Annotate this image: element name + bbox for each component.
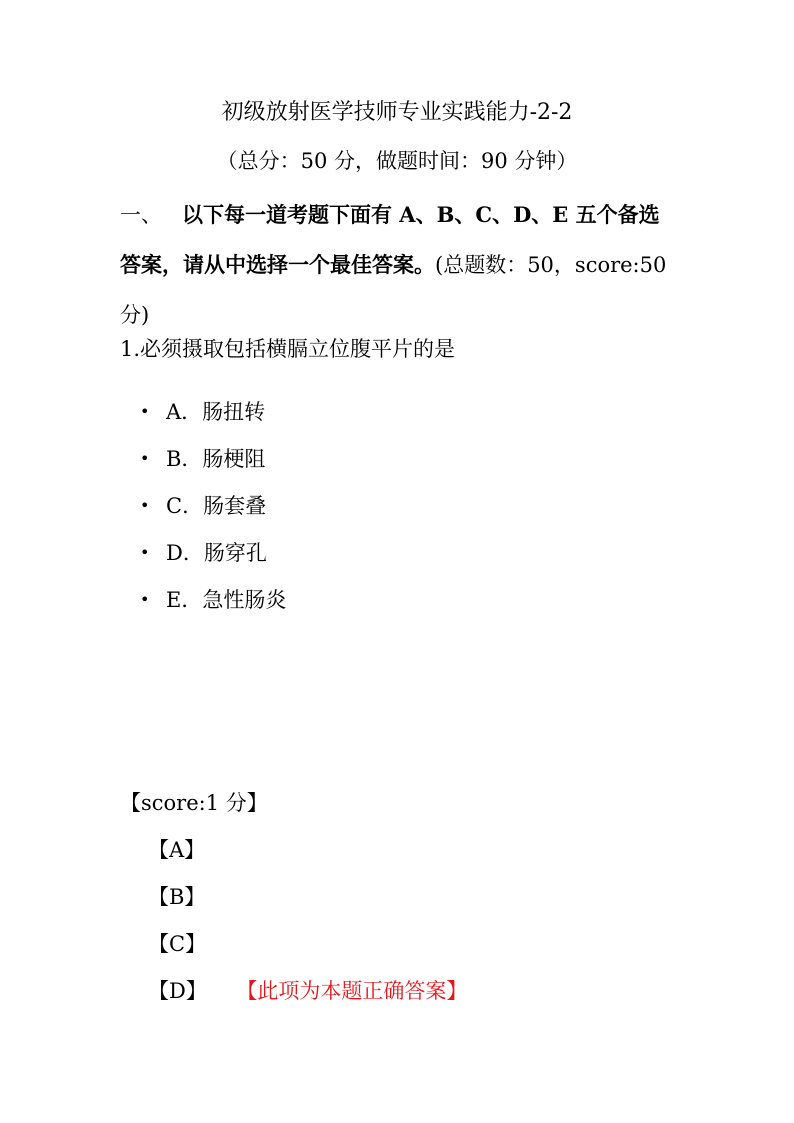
section-meta: (总题数：50，score:50 分) — [120, 253, 667, 327]
bullet-icon: • — [140, 449, 150, 468]
option-label: A．肠扭转 — [166, 400, 266, 424]
question-text: 1.必须摄取包括横膈立位腹平片的是 — [120, 337, 456, 361]
option-c — [140, 486, 286, 533]
bullet-icon: • — [140, 590, 150, 609]
correct-answer-note: 【此项为本题正确答案】 — [246, 979, 468, 1003]
section-number: 一、 — [120, 203, 162, 227]
option-a — [140, 392, 286, 439]
answer-a — [148, 834, 467, 881]
answer-label: 【C】 — [148, 932, 207, 956]
option-b — [140, 439, 286, 486]
bullet-icon: • — [140, 402, 150, 421]
option-label: C．肠套叠 — [166, 494, 267, 518]
section-header — [120, 190, 680, 340]
option-list — [140, 392, 286, 627]
option-label: B．肠梗阻 — [166, 447, 266, 471]
bullet-icon: • — [140, 543, 150, 562]
option-d — [140, 533, 286, 580]
answer-d — [148, 975, 467, 1022]
answer-label: 【D】 — [148, 979, 207, 1003]
answer-c — [148, 928, 467, 975]
document-title: 初级放射医学技师专业实践能力-2-2 — [221, 100, 573, 125]
document-subtitle: （总分：50 分，做题时间：90 分钟） — [216, 149, 578, 173]
answer-label: 【B】 — [148, 885, 206, 909]
answer-list — [148, 834, 467, 1022]
option-label: E．急性肠炎 — [166, 588, 287, 612]
section-instruction: 以下每一道考题下面有 A、B、C、D、E 五个备选答案，请从中选择一个最佳答案。 — [120, 202, 660, 277]
option-e — [140, 580, 286, 627]
bullet-icon: • — [140, 496, 150, 515]
option-label: D．肠穿孔 — [166, 541, 267, 565]
answer-label: 【A】 — [148, 838, 206, 862]
question-score: 【score:1 分】 — [120, 791, 268, 815]
answer-b — [148, 881, 467, 928]
